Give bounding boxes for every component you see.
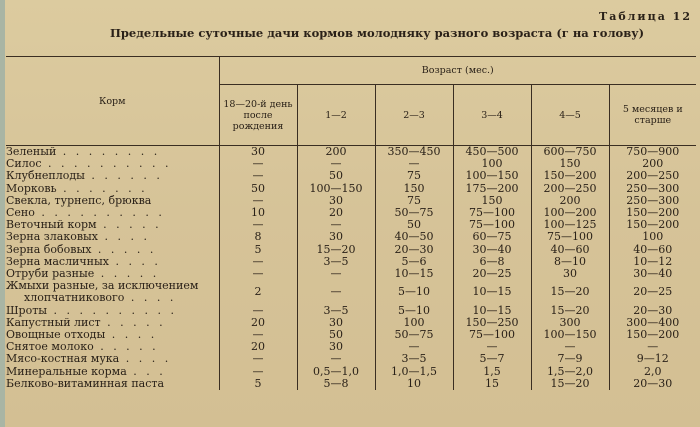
value-cell: 10—15 bbox=[453, 305, 531, 317]
value-cell: 20 bbox=[219, 317, 297, 329]
value-cell: — bbox=[219, 353, 297, 365]
leader-dots: . . . . bbox=[119, 353, 172, 366]
value-cell: 200—250 bbox=[531, 183, 609, 195]
value-cell: — bbox=[219, 268, 297, 280]
table-row bbox=[6, 353, 696, 365]
table-row bbox=[6, 305, 696, 317]
value-cell: 15—20 bbox=[297, 244, 375, 256]
value-cell: 150—200 bbox=[609, 329, 696, 341]
value-cell: 100—150 bbox=[531, 329, 609, 341]
table-row bbox=[6, 183, 696, 195]
value-cell: 15—20 bbox=[531, 305, 609, 317]
value-cell: 8—10 bbox=[531, 256, 609, 268]
value-cell: 10—15 bbox=[453, 280, 531, 304]
header-age-col: 5 месяцев и старше bbox=[609, 85, 696, 146]
value-cell: — bbox=[609, 341, 696, 353]
leader-dots: . . . . bbox=[98, 231, 150, 244]
feed-name-cell bbox=[6, 207, 219, 219]
leader-dots: . . . . bbox=[108, 255, 161, 268]
value-cell: 350—450 bbox=[375, 146, 453, 159]
header-age-col: 18—20-й день после рождения bbox=[219, 85, 297, 146]
leader-dots: . . . . bbox=[124, 291, 177, 305]
table-row bbox=[6, 268, 696, 280]
leader-dots: . . . . . bbox=[91, 243, 157, 256]
leader-dots: . . . . . . . . bbox=[56, 145, 161, 158]
value-cell: 100—150 bbox=[453, 170, 531, 182]
value-cell: 100—200 bbox=[531, 207, 609, 219]
value-cell: 5—6 bbox=[375, 256, 453, 268]
value-cell: 5—7 bbox=[453, 353, 531, 365]
value-cell: 20 bbox=[219, 341, 297, 353]
table-row bbox=[6, 231, 696, 243]
feed-name: Снятое молоко bbox=[6, 341, 94, 354]
value-cell: 30 bbox=[297, 341, 375, 353]
feed-name-cell bbox=[6, 219, 219, 231]
header-age-col: 1—2 bbox=[297, 85, 375, 146]
table-row bbox=[6, 378, 696, 390]
table-row bbox=[6, 366, 696, 378]
table-row bbox=[6, 244, 696, 256]
table-number-label: Таблица 12 bbox=[599, 10, 692, 23]
value-cell: 150—200 bbox=[609, 219, 696, 231]
feed-name-cell bbox=[6, 341, 219, 353]
value-cell: — bbox=[453, 341, 531, 353]
value-cell: 600—750 bbox=[531, 146, 609, 159]
feed-name: Силос bbox=[6, 158, 42, 171]
value-cell: 10—15 bbox=[375, 268, 453, 280]
feed-name: Мясо-костная мука bbox=[6, 353, 120, 366]
value-cell: 150 bbox=[375, 183, 453, 195]
header-feed: Корм bbox=[6, 57, 219, 146]
value-cell: 100 bbox=[609, 231, 696, 243]
value-cell: 60—75 bbox=[453, 231, 531, 243]
value-cell: 1,0—1,5 bbox=[375, 366, 453, 378]
feed-name: Свекла, турнепс, брюква bbox=[6, 194, 152, 207]
feed-name-cell bbox=[6, 329, 219, 341]
value-cell: 15—20 bbox=[531, 378, 609, 390]
value-cell: 200 bbox=[297, 146, 375, 159]
feed-name: Отруби разные bbox=[6, 268, 95, 281]
value-cell: — bbox=[297, 219, 375, 231]
feed-name: Зеленый bbox=[6, 145, 57, 158]
table-row bbox=[6, 256, 696, 268]
feed-name-cell bbox=[6, 305, 219, 317]
value-cell: 150—200 bbox=[531, 170, 609, 182]
value-cell: 50 bbox=[219, 183, 297, 195]
header-age-col: 4—5 bbox=[531, 85, 609, 146]
value-cell: 30 bbox=[297, 195, 375, 207]
value-cell: 200 bbox=[531, 195, 609, 207]
value-cell: 300 bbox=[531, 317, 609, 329]
value-cell: 100 bbox=[375, 317, 453, 329]
value-cell: 5 bbox=[219, 378, 297, 390]
value-cell: 30 bbox=[531, 268, 609, 280]
value-cell: 5—8 bbox=[297, 378, 375, 390]
value-cell: 50 bbox=[297, 329, 375, 341]
value-cell: — bbox=[219, 329, 297, 341]
value-cell: 20—30 bbox=[375, 244, 453, 256]
value-cell: 150 bbox=[531, 158, 609, 170]
value-cell: 75 bbox=[375, 170, 453, 182]
feed-name: Зерна злаковых bbox=[6, 231, 98, 244]
value-cell: 10 bbox=[219, 207, 297, 219]
value-cell: — bbox=[375, 158, 453, 170]
value-cell: 5—10 bbox=[375, 280, 453, 304]
value-cell: 3—5 bbox=[375, 353, 453, 365]
value-cell: — bbox=[219, 195, 297, 207]
feed-name: Капустный лист bbox=[6, 316, 101, 329]
value-cell: 250—300 bbox=[609, 183, 696, 195]
value-cell: 5 bbox=[219, 244, 297, 256]
value-cell: 200 bbox=[609, 158, 696, 170]
feed-name: Морковь bbox=[6, 182, 57, 195]
feed-rations-table bbox=[6, 56, 696, 390]
feed-name: Веточный корм bbox=[6, 219, 97, 232]
value-cell: 40—50 bbox=[375, 231, 453, 243]
value-cell: — bbox=[219, 256, 297, 268]
value-cell: 20—30 bbox=[609, 378, 696, 390]
value-cell: 10—12 bbox=[609, 256, 696, 268]
value-cell: — bbox=[297, 268, 375, 280]
leader-dots: . . . . . bbox=[96, 219, 162, 232]
value-cell: 30 bbox=[297, 317, 375, 329]
feed-name-cell bbox=[6, 146, 219, 159]
value-cell: 15 bbox=[453, 378, 531, 390]
value-cell: 30 bbox=[297, 231, 375, 243]
value-cell: 30 bbox=[219, 146, 297, 159]
value-cell: 1,5 bbox=[453, 366, 531, 378]
value-cell: — bbox=[531, 341, 609, 353]
value-cell: 1,5—2,0 bbox=[531, 366, 609, 378]
leader-dots: . . . . . bbox=[93, 341, 159, 354]
value-cell: — bbox=[297, 353, 375, 365]
value-cell: 75—100 bbox=[453, 329, 531, 341]
value-cell: — bbox=[219, 366, 297, 378]
leader-dots: . . . . . bbox=[94, 268, 160, 281]
value-cell: 20—25 bbox=[453, 268, 531, 280]
feed-name-cell bbox=[6, 256, 219, 268]
leader-dots: . . . . . . . bbox=[56, 182, 148, 195]
feed-name-cell bbox=[6, 170, 219, 182]
value-cell: 150—200 bbox=[609, 207, 696, 219]
value-cell: — bbox=[297, 158, 375, 170]
value-cell: 75 bbox=[375, 195, 453, 207]
value-cell: 75—100 bbox=[453, 219, 531, 231]
value-cell: 750—900 bbox=[609, 146, 696, 159]
feed-name: Клубнеплоды bbox=[6, 170, 85, 183]
value-cell: 300—400 bbox=[609, 317, 696, 329]
feed-name: Белково-витаминная паста bbox=[6, 377, 165, 390]
value-cell: 40—60 bbox=[531, 244, 609, 256]
value-cell: — bbox=[219, 170, 297, 182]
value-cell: — bbox=[219, 305, 297, 317]
value-cell: — bbox=[219, 219, 297, 231]
feed-name-cell bbox=[6, 195, 219, 207]
feed-name-cell bbox=[6, 378, 219, 390]
value-cell: 150—250 bbox=[453, 317, 531, 329]
feed-name: Жмыхи разные, за исключением bbox=[6, 280, 199, 293]
feed-name-continued: хлопчатникового bbox=[24, 291, 125, 305]
leader-dots: . . . . . . . . . . bbox=[47, 304, 177, 317]
value-cell: 150 bbox=[453, 195, 531, 207]
feed-name-cell bbox=[6, 268, 219, 280]
feed-name: Овощные отходы bbox=[6, 329, 106, 342]
feed-name: Шроты bbox=[6, 304, 48, 317]
table-title: Предельные суточные дачи кормов молодняку разного возраста (г на голову) bbox=[110, 26, 645, 40]
feed-name-cell bbox=[6, 183, 219, 195]
table-row bbox=[6, 170, 696, 182]
value-cell: 20 bbox=[297, 207, 375, 219]
value-cell: 15—20 bbox=[531, 280, 609, 304]
feed-name-cell bbox=[6, 158, 219, 170]
value-cell: 200—250 bbox=[609, 170, 696, 182]
table-row bbox=[6, 341, 696, 353]
feed-name-cell bbox=[6, 280, 219, 304]
value-cell: 50—75 bbox=[375, 207, 453, 219]
value-cell: 100—125 bbox=[531, 219, 609, 231]
leader-dots: . . . . . . . . . . bbox=[41, 158, 172, 171]
table-row bbox=[6, 280, 696, 304]
leader-dots: . . . . bbox=[105, 329, 158, 342]
value-cell: 8 bbox=[219, 231, 297, 243]
value-cell: 5—10 bbox=[375, 305, 453, 317]
feed-name-cell bbox=[6, 244, 219, 256]
value-cell: 30—40 bbox=[609, 268, 696, 280]
value-cell: 30—40 bbox=[453, 244, 531, 256]
value-cell: 40—60 bbox=[609, 244, 696, 256]
feed-name: Зерна бобовых bbox=[6, 243, 92, 256]
feed-name-cell bbox=[6, 366, 219, 378]
feed-name: Сено bbox=[6, 207, 35, 220]
header-age-col: 2—3 bbox=[375, 85, 453, 146]
value-cell: 9—12 bbox=[609, 353, 696, 365]
leader-dots: . . . . . . . . . . bbox=[34, 207, 165, 220]
feed-name-cell bbox=[6, 317, 219, 329]
header-age-col: 3—4 bbox=[453, 85, 531, 146]
feed-name-cell bbox=[6, 231, 219, 243]
value-cell: 50—75 bbox=[375, 329, 453, 341]
value-cell: — bbox=[219, 158, 297, 170]
value-cell: 6—8 bbox=[453, 256, 531, 268]
value-cell: — bbox=[375, 341, 453, 353]
header-age-group: Возраст (мес.) bbox=[219, 57, 696, 85]
value-cell: 75—100 bbox=[453, 207, 531, 219]
value-cell: 3—5 bbox=[297, 256, 375, 268]
page-edge bbox=[0, 0, 5, 427]
leader-dots: . . . bbox=[126, 365, 166, 378]
table-row bbox=[6, 146, 696, 159]
value-cell: 3—5 bbox=[297, 305, 375, 317]
value-cell: 20—30 bbox=[609, 305, 696, 317]
feed-name: Зерна масличных bbox=[6, 255, 109, 268]
value-cell: — bbox=[297, 280, 375, 304]
value-cell: 10 bbox=[375, 378, 453, 390]
value-cell: 250—300 bbox=[609, 195, 696, 207]
value-cell: 100 bbox=[453, 158, 531, 170]
table-row bbox=[6, 329, 696, 341]
feed-name-cell bbox=[6, 353, 219, 365]
value-cell: 100—150 bbox=[297, 183, 375, 195]
leader-dots: . . . . . . bbox=[84, 170, 163, 183]
value-cell: 7—9 bbox=[531, 353, 609, 365]
leader-dots: . . . . . bbox=[100, 316, 166, 329]
value-cell: 450—500 bbox=[453, 146, 531, 159]
value-cell: 2,0 bbox=[609, 366, 696, 378]
value-cell: 20—25 bbox=[609, 280, 696, 304]
feed-name: Минеральные корма bbox=[6, 365, 127, 378]
value-cell: 50 bbox=[375, 219, 453, 231]
value-cell: 0,5—1,0 bbox=[297, 366, 375, 378]
value-cell: 75—100 bbox=[531, 231, 609, 243]
value-cell: 2 bbox=[219, 280, 297, 304]
value-cell: 50 bbox=[297, 170, 375, 182]
value-cell: 175—200 bbox=[453, 183, 531, 195]
